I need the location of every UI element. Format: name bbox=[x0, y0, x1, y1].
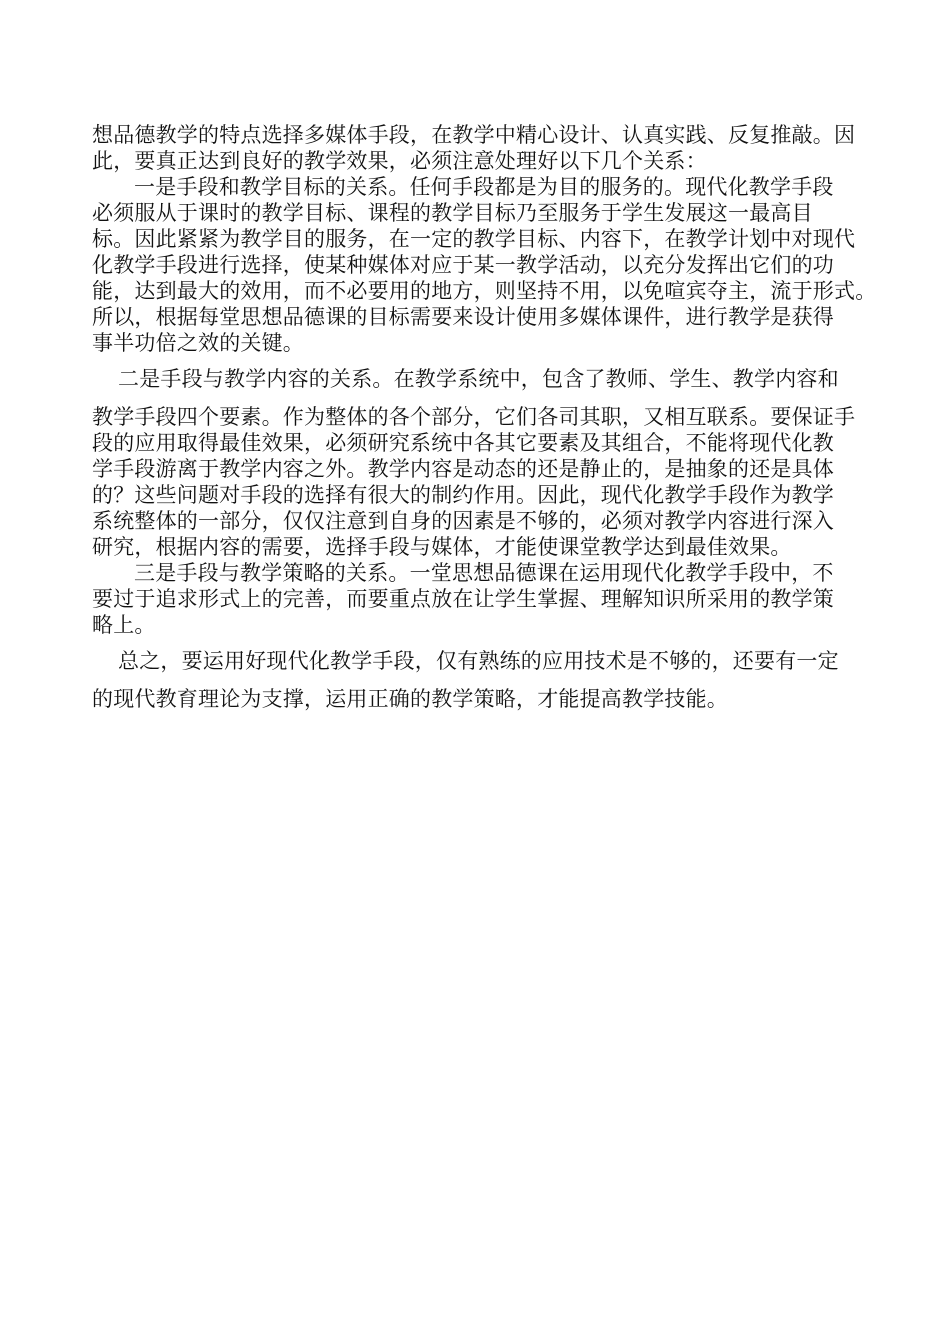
text-line: 教学手段四个要素。作为整体的各个部分，它们各司其职，又相互联系。要保证手 bbox=[92, 405, 856, 429]
text-line: 的？这些问题对手段的选择有很大的制约作用。因此，现代化教学手段作为教学 bbox=[92, 483, 834, 507]
text-line: 此，要真正达到良好的教学效果，必须注意处理好以下几个关系： bbox=[92, 149, 707, 173]
text-line: 想品德教学的特点选择多媒体手段，在教学中精心设计、认真实践、反复推敲。因 bbox=[92, 123, 856, 147]
document-body bbox=[92, 122, 877, 712]
paragraph-gap bbox=[92, 392, 860, 404]
text-line: 所以，根据每堂思想品德课的目标需要来设计使用多媒体课件，进行教学是获得 bbox=[92, 305, 834, 329]
text-line: 要过于追求形式上的完善，而要重点放在让学生掌握、理解知识所采用的教学策 bbox=[92, 587, 834, 611]
paragraph-start-line: 一是手段和教学目标的关系。任何手段都是为目的服务的。现代化教学手段 bbox=[134, 175, 834, 199]
text-line: 事半功倍之效的关键。 bbox=[92, 331, 304, 355]
text-line: 能，达到最大的效用，而不必要用的地方，则坚持不用，以免喧宾夺主，流于形式。 bbox=[92, 279, 877, 303]
paragraph-start-line: 三是手段与教学策略的关系。一堂思想品德课在运用现代化教学手段中，不 bbox=[134, 561, 834, 585]
paragraph-start-line: 二是手段与教学内容的关系。在教学系统中，包含了教师、学生、教学内容和 bbox=[118, 367, 839, 391]
text-line: 必须服从于课时的教学目标、课程的教学目标乃至服务于学生发展这一最高目 bbox=[92, 201, 813, 225]
text-line: 略上。 bbox=[92, 613, 156, 637]
paragraph-gap bbox=[92, 674, 860, 686]
text-line: 化教学手段进行选择，使某种媒体对应于某一教学活动，以充分发挥出它们的功 bbox=[92, 253, 834, 277]
text-line: 学手段游离于教学内容之外。教学内容是动态的还是静止的，是抽象的还是具体 bbox=[92, 457, 834, 481]
text-line: 的现代教育理论为支撑，运用正确的教学策略，才能提高教学技能。 bbox=[92, 687, 728, 711]
paragraph-start-line: 总之，要运用好现代化教学手段，仅有熟练的应用技术是不够的，还要有一定 bbox=[118, 649, 839, 673]
text-line: 标。因此紧紧为教学目的服务，在一定的教学目标、内容下，在教学计划中对现代 bbox=[92, 227, 856, 251]
paragraph-gap bbox=[92, 638, 860, 648]
text-line: 研究，根据内容的需要，选择手段与媒体，才能使课堂教学达到最佳效果。 bbox=[92, 535, 792, 559]
text-line: 系统整体的一部分，仅仅注意到自身的因素是不够的，必须对教学内容进行深入 bbox=[92, 509, 834, 533]
paragraph-gap bbox=[92, 356, 860, 366]
text-line: 段的应用取得最佳效果，必须研究系统中各其它要素及其组合，不能将现代化教 bbox=[92, 431, 834, 455]
